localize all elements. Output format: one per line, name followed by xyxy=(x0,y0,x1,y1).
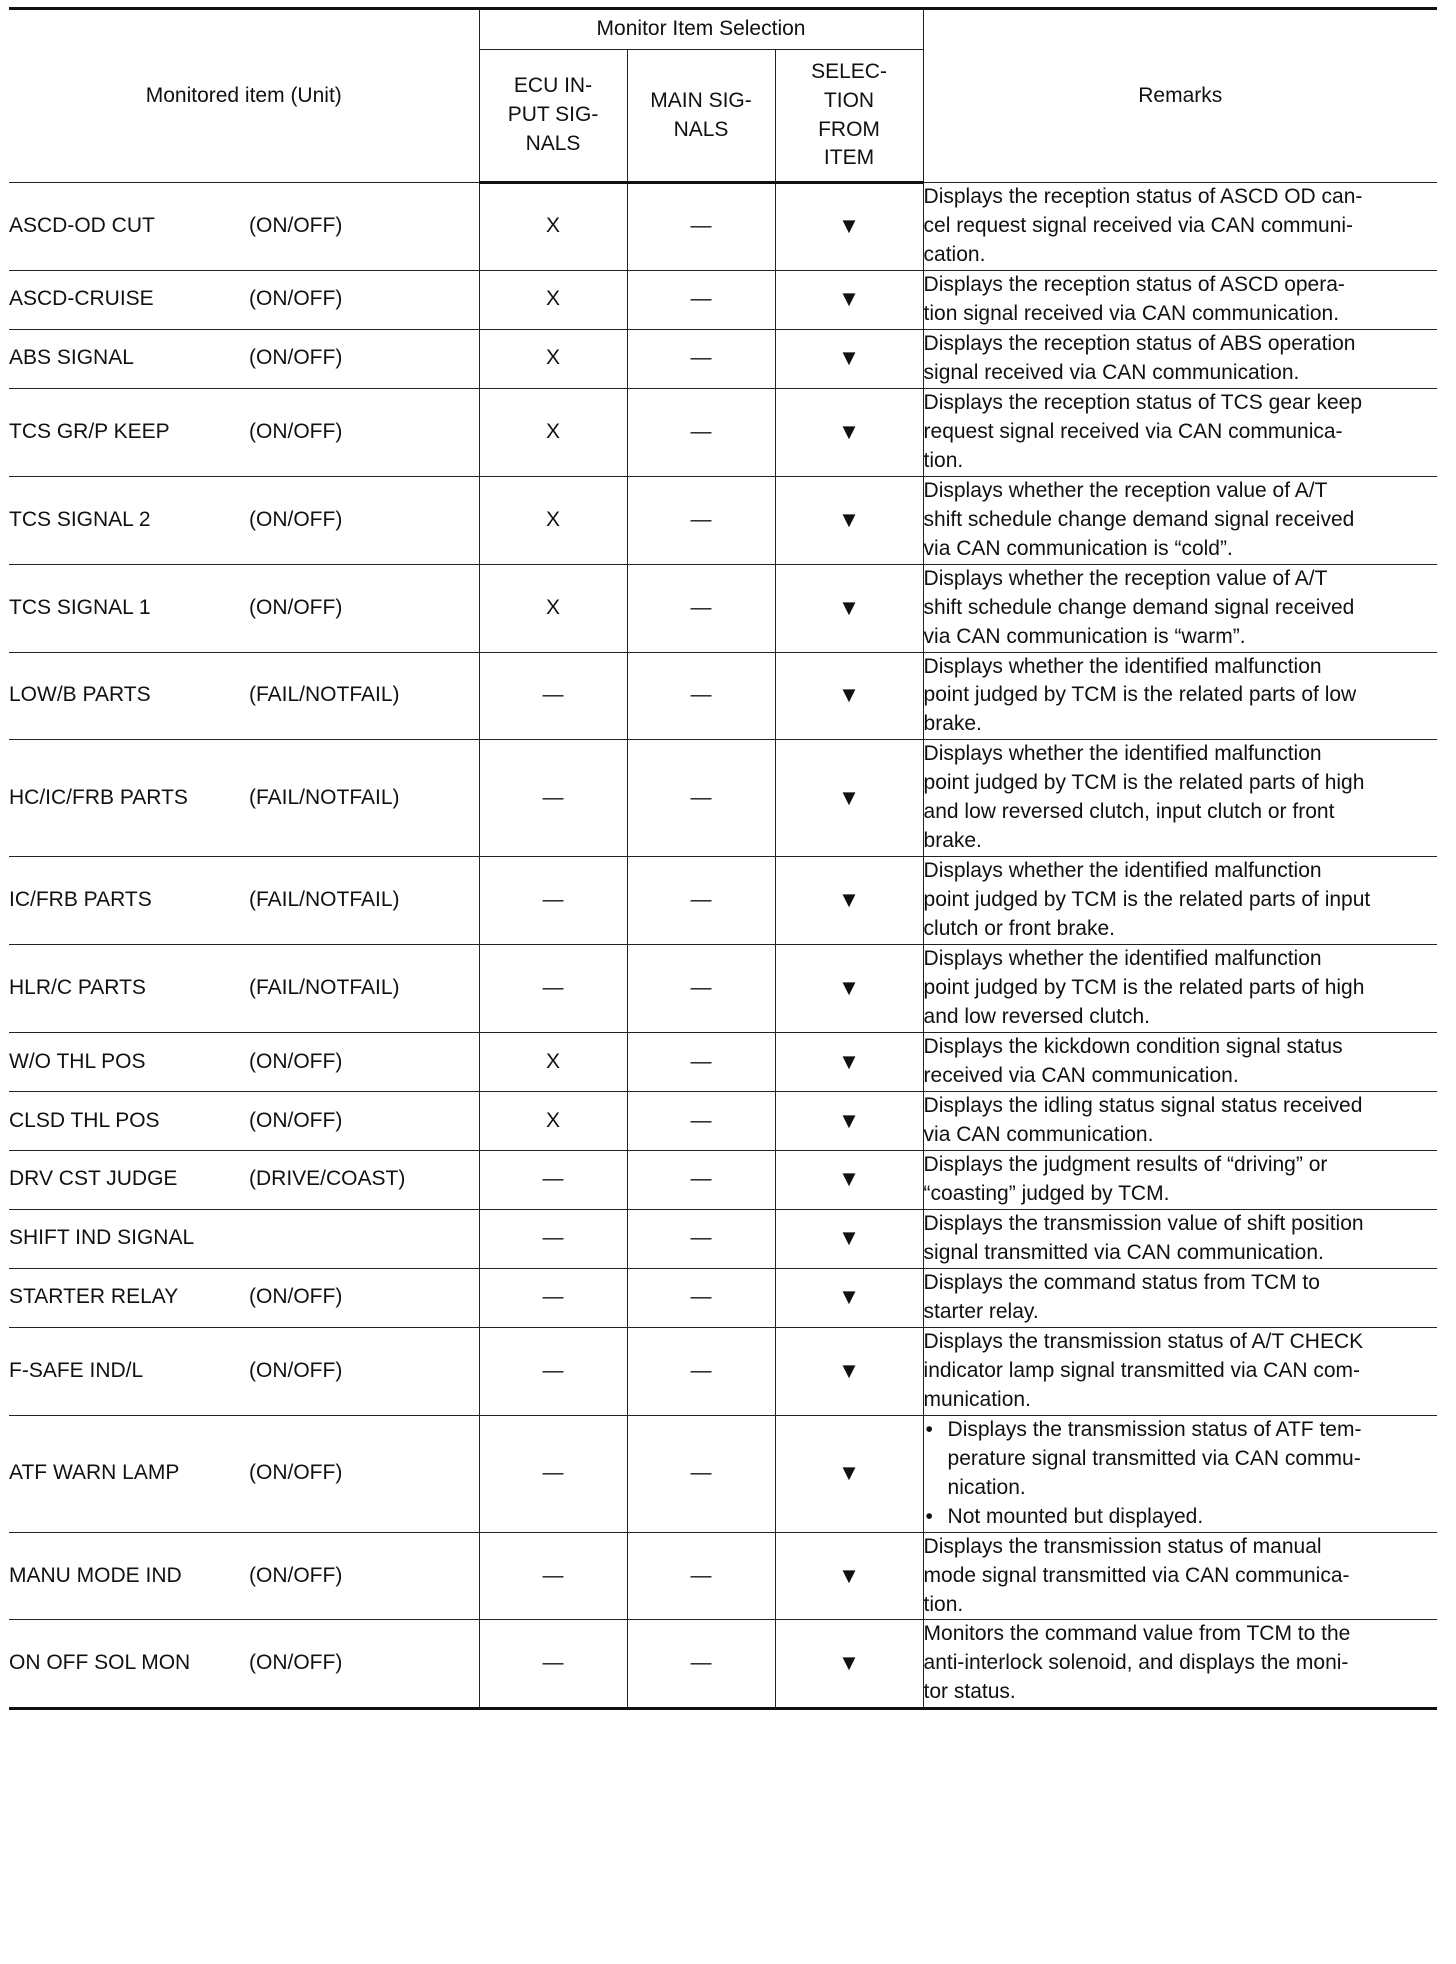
remarks-text: Displays the idling status signal status received via CAN communication. xyxy=(923,1094,1363,1146)
monitored-item-cell xyxy=(9,1268,479,1327)
table-row xyxy=(9,1268,1437,1327)
item-unit: (FAIL/NOTFAIL) xyxy=(249,683,400,707)
item-unit: (ON/OFF) xyxy=(249,1358,343,1382)
item-unit: (FAIL/NOTFAIL) xyxy=(249,976,400,1000)
monitored-item-cell xyxy=(9,740,479,857)
table-row xyxy=(9,1327,1437,1415)
dash-mark: — xyxy=(542,683,564,707)
monitored-item-cell xyxy=(9,1415,479,1532)
table-row xyxy=(9,1532,1437,1620)
item-unit: (ON/OFF) xyxy=(249,287,343,311)
dash-mark: — xyxy=(690,1167,712,1191)
item-unit: (ON/OFF) xyxy=(249,1651,343,1675)
ecu-input-cell xyxy=(479,1150,627,1209)
dash-mark: — xyxy=(690,1108,712,1132)
dash-mark: — xyxy=(542,1651,564,1675)
ecu-input-cell xyxy=(479,945,627,1033)
ecu-input-cell xyxy=(479,1620,627,1709)
table-row xyxy=(9,476,1437,564)
main-signals-cell xyxy=(627,329,775,388)
remarks-text: Displays the reception status of ASCD OD can- cel request signal received via CAN communi- cation. xyxy=(923,185,1363,266)
remarks-cell xyxy=(923,329,1437,388)
main-signals-cell xyxy=(627,1033,775,1092)
item-name: ON OFF SOL MON xyxy=(9,1651,191,1675)
monitored-item-cell xyxy=(9,1327,479,1415)
main-signals-cell xyxy=(627,1268,775,1327)
remarks-cell xyxy=(923,1620,1437,1709)
triangle-down-icon: ▼ xyxy=(838,1225,860,1251)
dash-mark: — xyxy=(690,214,712,238)
remarks-text: Displays whether the reception value of A/T shift schedule change demand signal received via CAN communication is “cold”. xyxy=(923,478,1355,560)
x-mark: X xyxy=(545,346,560,370)
ecu-input-cell xyxy=(479,1092,627,1151)
x-mark: X xyxy=(545,1108,560,1132)
dash-mark: — xyxy=(690,287,712,311)
item-unit: (ON/OFF) xyxy=(249,1563,343,1587)
ecu-input-cell xyxy=(479,1268,627,1327)
item-name: HLR/C PARTS xyxy=(9,976,146,1000)
monitored-item-cell xyxy=(9,1150,479,1209)
monitored-item-cell xyxy=(9,388,479,476)
main-signals-cell xyxy=(627,1327,775,1415)
ecu-input-cell xyxy=(479,1209,627,1268)
main-signals-cell xyxy=(627,476,775,564)
header-main-signals: MAIN SIG- NALS xyxy=(627,50,775,183)
monitored-item-cell xyxy=(9,1620,479,1709)
triangle-down-icon: ▼ xyxy=(838,506,860,532)
ecu-input-cell xyxy=(479,1327,627,1415)
remarks-text: Displays whether the identified malfunction point judged by TCM is the related parts of low brake. xyxy=(923,654,1357,736)
triangle-down-icon: ▼ xyxy=(838,213,860,239)
table-body xyxy=(9,183,1437,1709)
triangle-down-icon: ▼ xyxy=(838,1166,860,1192)
main-signals-cell xyxy=(627,564,775,652)
ecu-input-cell xyxy=(479,270,627,329)
dash-mark: — xyxy=(690,888,712,912)
remarks-cell xyxy=(923,1209,1437,1268)
main-signals-cell xyxy=(627,1209,775,1268)
item-name: W/O THL POS xyxy=(9,1049,146,1073)
monitored-item-cell xyxy=(9,270,479,329)
x-mark: X xyxy=(545,507,560,531)
main-signals-cell xyxy=(627,740,775,857)
selection-cell xyxy=(775,1150,923,1209)
ecu-input-cell xyxy=(479,857,627,945)
remarks-text: Displays the reception status of ABS operation signal received via CAN communication. xyxy=(923,331,1356,384)
main-signals-cell xyxy=(627,388,775,476)
table-row xyxy=(9,388,1437,476)
triangle-down-icon: ▼ xyxy=(838,784,860,810)
item-name: TCS GR/P KEEP xyxy=(9,419,170,443)
monitored-item-cell xyxy=(9,1209,479,1268)
remarks-bullet: • Displays the transmission status of ATF tem- perature signal transmitted via CAN commu- nication. xyxy=(924,1416,1438,1503)
table-row xyxy=(9,1620,1437,1709)
item-name: IC/FRB PARTS xyxy=(9,888,152,912)
selection-cell xyxy=(775,270,923,329)
item-name: TCS SIGNAL 2 xyxy=(9,507,151,531)
dash-mark: — xyxy=(690,785,712,809)
triangle-down-icon: ▼ xyxy=(838,1107,860,1133)
remarks-bullet-list xyxy=(924,1416,1438,1532)
dash-mark: — xyxy=(690,1358,712,1382)
dash-mark: — xyxy=(690,1461,712,1485)
table-row xyxy=(9,1150,1437,1209)
remarks-text: Displays whether the identified malfunction point judged by TCM is the related parts of input clutch or front brake. xyxy=(923,859,1371,941)
table-row xyxy=(9,1415,1437,1532)
main-signals-cell xyxy=(627,270,775,329)
item-name: MANU MODE IND xyxy=(9,1563,182,1587)
main-signals-cell xyxy=(627,183,775,271)
remarks-text: Displays the transmission value of shift position signal transmitted via CAN communication. xyxy=(923,1211,1364,1264)
dash-mark: — xyxy=(542,1285,564,1309)
ecu-input-cell xyxy=(479,183,627,271)
dash-mark: — xyxy=(542,1167,564,1191)
main-signals-cell xyxy=(627,1092,775,1151)
x-mark: X xyxy=(545,287,560,311)
ecu-input-cell xyxy=(479,329,627,388)
selection-cell xyxy=(775,564,923,652)
remarks-cell xyxy=(923,945,1437,1033)
selection-cell xyxy=(775,388,923,476)
remarks-cell xyxy=(923,1092,1437,1151)
dash-mark: — xyxy=(690,1049,712,1073)
selection-cell xyxy=(775,1268,923,1327)
selection-cell xyxy=(775,1532,923,1620)
item-name: TCS SIGNAL 1 xyxy=(9,595,151,619)
x-mark: X xyxy=(545,214,560,238)
remarks-cell xyxy=(923,652,1437,740)
remarks-text: Displays whether the reception value of A/T shift schedule change demand signal received via CAN communication is “warm”. xyxy=(923,566,1355,648)
selection-cell xyxy=(775,740,923,857)
dash-mark: — xyxy=(542,976,564,1000)
monitored-item-cell xyxy=(9,1033,479,1092)
dash-mark: — xyxy=(690,1226,712,1250)
triangle-down-icon: ▼ xyxy=(838,594,860,620)
triangle-down-icon: ▼ xyxy=(838,1048,860,1074)
item-name: SHIFT IND SIGNAL xyxy=(9,1226,195,1250)
triangle-down-icon: ▼ xyxy=(838,1284,860,1310)
monitored-item-cell xyxy=(9,329,479,388)
table-row xyxy=(9,857,1437,945)
monitored-item-cell xyxy=(9,183,479,271)
ecu-input-cell xyxy=(479,652,627,740)
monitor-item-table xyxy=(9,7,1437,1710)
remarks-cell xyxy=(923,1033,1437,1092)
header-ecu-input-signals: ECU IN- PUT SIG- NALS xyxy=(479,50,627,183)
triangle-down-icon: ▼ xyxy=(838,682,860,708)
main-signals-cell xyxy=(627,1532,775,1620)
item-name: DRV CST JUDGE xyxy=(9,1167,178,1191)
main-signals-cell xyxy=(627,1620,775,1709)
table-row xyxy=(9,183,1437,271)
remarks-text: Displays the reception status of ASCD opera- tion signal received via CAN communication. xyxy=(923,272,1345,325)
item-unit: (FAIL/NOTFAIL) xyxy=(249,888,400,912)
ecu-input-cell xyxy=(479,1033,627,1092)
remarks-text: Monitors the command value from TCM to the anti-interlock solenoid, and displays the moni- tor status. xyxy=(923,1622,1351,1704)
selection-cell xyxy=(775,1327,923,1415)
selection-cell xyxy=(775,857,923,945)
item-name: HC/IC/FRB PARTS xyxy=(9,785,188,809)
monitored-item-cell xyxy=(9,1092,479,1151)
triangle-down-icon: ▼ xyxy=(838,286,860,312)
remarks-text: Displays the transmission status of manual mode signal transmitted via CAN communica- tion. xyxy=(923,1534,1350,1616)
table-row xyxy=(9,945,1437,1033)
triangle-down-icon: ▼ xyxy=(838,887,860,913)
table-row xyxy=(9,1209,1437,1268)
triangle-down-icon: ▼ xyxy=(838,1562,860,1588)
item-unit: (ON/OFF) xyxy=(249,1461,343,1485)
item-unit: (ON/OFF) xyxy=(249,419,343,443)
dash-mark: — xyxy=(690,1651,712,1675)
remarks-text: Displays the judgment results of “driving” or “coasting” judged by TCM. xyxy=(923,1152,1328,1205)
dash-mark: — xyxy=(690,419,712,443)
item-name: STARTER RELAY xyxy=(9,1285,179,1309)
ecu-input-cell xyxy=(479,476,627,564)
table-row xyxy=(9,329,1437,388)
dash-mark: — xyxy=(542,1461,564,1485)
item-unit: (ON/OFF) xyxy=(249,1049,343,1073)
remarks-cell xyxy=(923,1268,1437,1327)
monitored-item-cell xyxy=(9,945,479,1033)
x-mark: X xyxy=(545,1049,560,1073)
main-signals-cell xyxy=(627,945,775,1033)
item-name: ASCD-OD CUT xyxy=(9,213,155,237)
dash-mark: — xyxy=(542,1358,564,1382)
monitored-item-cell xyxy=(9,476,479,564)
item-unit: (ON/OFF) xyxy=(249,346,343,370)
item-unit: (ON/OFF) xyxy=(249,1285,343,1309)
remarks-cell xyxy=(923,183,1437,271)
selection-cell xyxy=(775,1092,923,1151)
table-row xyxy=(9,564,1437,652)
main-signals-cell xyxy=(627,652,775,740)
dash-mark: — xyxy=(542,1563,564,1587)
dash-mark: — xyxy=(690,1563,712,1587)
ecu-input-cell xyxy=(479,564,627,652)
selection-cell xyxy=(775,476,923,564)
item-name: ABS SIGNAL xyxy=(9,346,134,370)
remarks-text: Displays the reception status of TCS gear keep request signal received via CAN communica- tion. xyxy=(923,390,1363,472)
triangle-down-icon: ▼ xyxy=(838,1357,860,1383)
header-remarks: Remarks xyxy=(923,9,1437,183)
remarks-cell xyxy=(923,388,1437,476)
item-unit: (ON/OFF) xyxy=(249,1108,343,1132)
dash-mark: — xyxy=(542,1226,564,1250)
item-unit: (ON/OFF) xyxy=(249,213,343,237)
item-unit: (ON/OFF) xyxy=(249,595,343,619)
ecu-input-cell xyxy=(479,740,627,857)
remarks-cell xyxy=(923,270,1437,329)
x-mark: X xyxy=(545,595,560,619)
remarks-bullet: • Not mounted but displayed. xyxy=(924,1503,1438,1532)
selection-cell xyxy=(775,329,923,388)
item-name: F-SAFE IND/L xyxy=(9,1358,144,1382)
header-selection-from-item: SELEC- TION FROM ITEM xyxy=(775,50,923,183)
dash-mark: — xyxy=(690,683,712,707)
item-unit: (ON/OFF) xyxy=(249,507,343,531)
dash-mark: — xyxy=(542,888,564,912)
selection-cell xyxy=(775,1033,923,1092)
table-row xyxy=(9,1033,1437,1092)
table-row xyxy=(9,652,1437,740)
dash-mark: — xyxy=(690,1285,712,1309)
remarks-cell xyxy=(923,857,1437,945)
main-signals-cell xyxy=(627,1150,775,1209)
monitored-item-cell xyxy=(9,1532,479,1620)
selection-cell xyxy=(775,1415,923,1532)
dash-mark: — xyxy=(690,507,712,531)
dash-mark: — xyxy=(690,346,712,370)
dash-mark: — xyxy=(690,976,712,1000)
remarks-cell xyxy=(923,740,1437,857)
dash-mark: — xyxy=(690,595,712,619)
remarks-text: Displays whether the identified malfunction point judged by TCM is the related parts of high and low reversed clutch. xyxy=(923,947,1365,1029)
table-row xyxy=(9,270,1437,329)
header-monitored-item: Monitored item (Unit) xyxy=(9,9,479,183)
remarks-cell xyxy=(923,564,1437,652)
selection-cell xyxy=(775,652,923,740)
triangle-down-icon: ▼ xyxy=(838,345,860,371)
ecu-input-cell xyxy=(479,1415,627,1532)
x-mark: X xyxy=(545,419,560,443)
remarks-cell xyxy=(923,1327,1437,1415)
main-signals-cell xyxy=(627,1415,775,1532)
monitored-item-cell xyxy=(9,564,479,652)
selection-cell xyxy=(775,945,923,1033)
item-name: ATF WARN LAMP xyxy=(9,1461,180,1485)
remarks-text: Displays the kickdown condition signal status received via CAN communication. xyxy=(923,1035,1343,1088)
remarks-text: Displays the transmission status of A/T CHECK indicator lamp signal transmitted via CAN com- munication. xyxy=(923,1329,1364,1411)
triangle-down-icon: ▼ xyxy=(838,1460,860,1486)
triangle-down-icon: ▼ xyxy=(838,975,860,1001)
triangle-down-icon: ▼ xyxy=(838,1650,860,1676)
monitored-item-cell xyxy=(9,857,479,945)
main-signals-cell xyxy=(627,857,775,945)
ecu-input-cell xyxy=(479,1532,627,1620)
triangle-down-icon: ▼ xyxy=(838,418,860,444)
header-monitor-item-selection: Monitor Item Selection xyxy=(479,9,923,50)
item-unit: (FAIL/NOTFAIL) xyxy=(249,785,400,809)
selection-cell xyxy=(775,1620,923,1709)
remarks-cell xyxy=(923,1150,1437,1209)
table-row xyxy=(9,740,1437,857)
selection-cell xyxy=(775,1209,923,1268)
remarks-cell xyxy=(923,1532,1437,1620)
remarks-cell xyxy=(923,1415,1437,1532)
ecu-input-cell xyxy=(479,388,627,476)
item-name: ASCD-CRUISE xyxy=(9,287,154,311)
table-row xyxy=(9,1092,1437,1151)
item-name: CLSD THL POS xyxy=(9,1108,160,1132)
remarks-text: Displays the command status from TCM to starter relay. xyxy=(923,1270,1320,1323)
monitored-item-cell xyxy=(9,652,479,740)
selection-cell xyxy=(775,183,923,271)
item-unit: (DRIVE/COAST) xyxy=(249,1167,406,1191)
item-name: LOW/B PARTS xyxy=(9,683,151,707)
dash-mark: — xyxy=(542,785,564,809)
remarks-cell xyxy=(923,476,1437,564)
remarks-text: Displays whether the identified malfunction point judged by TCM is the related parts of high and low reversed clutch, input clutch or front brake. xyxy=(923,742,1365,853)
